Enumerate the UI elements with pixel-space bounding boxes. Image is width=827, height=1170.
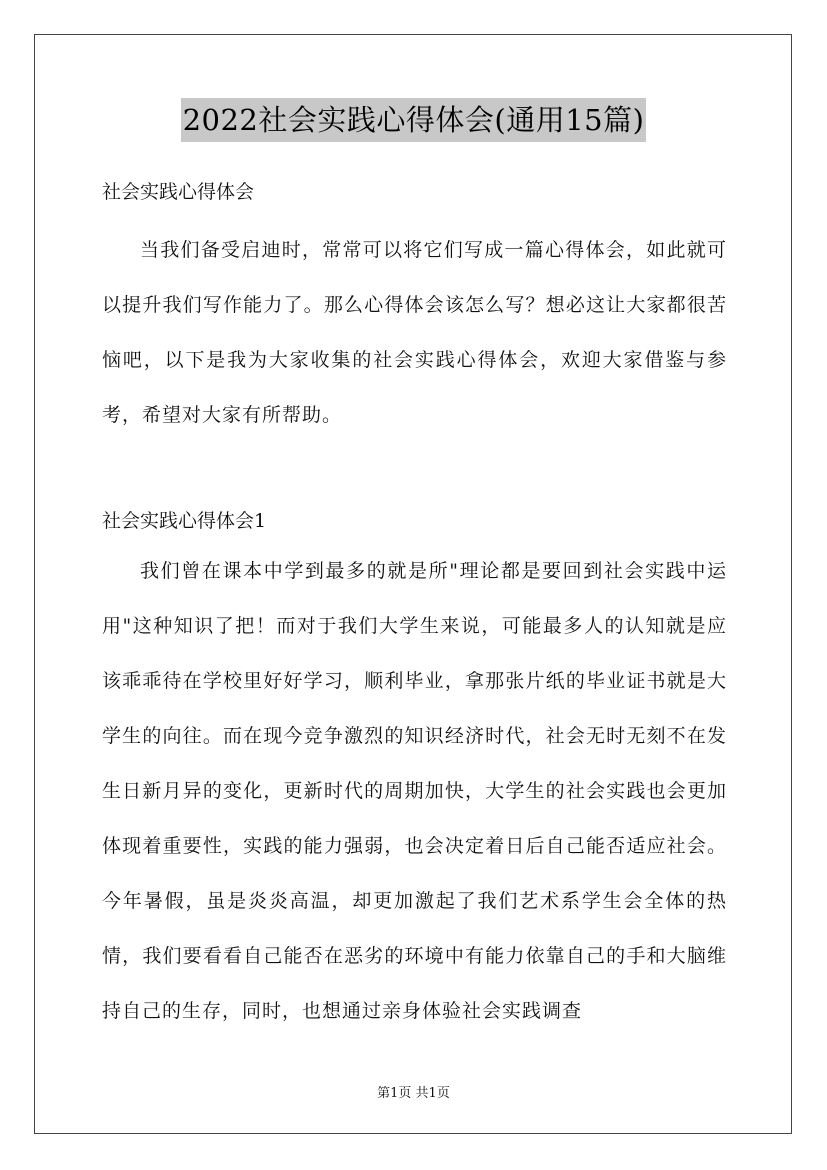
section-1-heading: 社会实践心得体会1 — [102, 510, 267, 532]
intro-heading: 社会实践心得体会 — [102, 181, 255, 203]
section-1-paragraph: 我们曾在课本中学到最多的就是所"理论都是要回到社会实践中运用"这种知识了把！而对于我们大学生来说，可能最多人的认知就是应该乖乖待在学校里好好学习，顺利毕业，拿那张片纸的毕业证书就是大学生的向往。而在现今竞争激烈的知识经济时代，社会无时无刻不在发生日新月异的变化，更新时代的周期加快，大学生的社会实践也会更加体现着重要性，实践的能力强弱，也会决定着日后自己能否适应社会。今年暑假，虽是炎炎高温，却更加激起了我们艺术系学生会全体的热情，我们要看看自己能否在恶劣的环境中有能力依靠自己的手和大脑维持自己的生存，同时，也想通过亲身体验社会实践调查 — [102, 560, 727, 1022]
page-footer: 第1页 共1页 — [377, 1086, 450, 1101]
intro-paragraph: 当我们备受启迪时，常常可以将它们写成一篇心得体会，如此就可以提升我们写作能力了。那么心得体会该怎么写？想必这让大家都很苦恼吧，以下是我为大家收集的社会实践心得体会，欢迎大家借鉴与参考，希望对大家有所帮助。 — [102, 239, 727, 426]
document-body — [102, 170, 727, 1039]
title-container — [0, 98, 827, 142]
document-title: 2022社会实践心得体会(通用15篇) — [181, 98, 647, 142]
